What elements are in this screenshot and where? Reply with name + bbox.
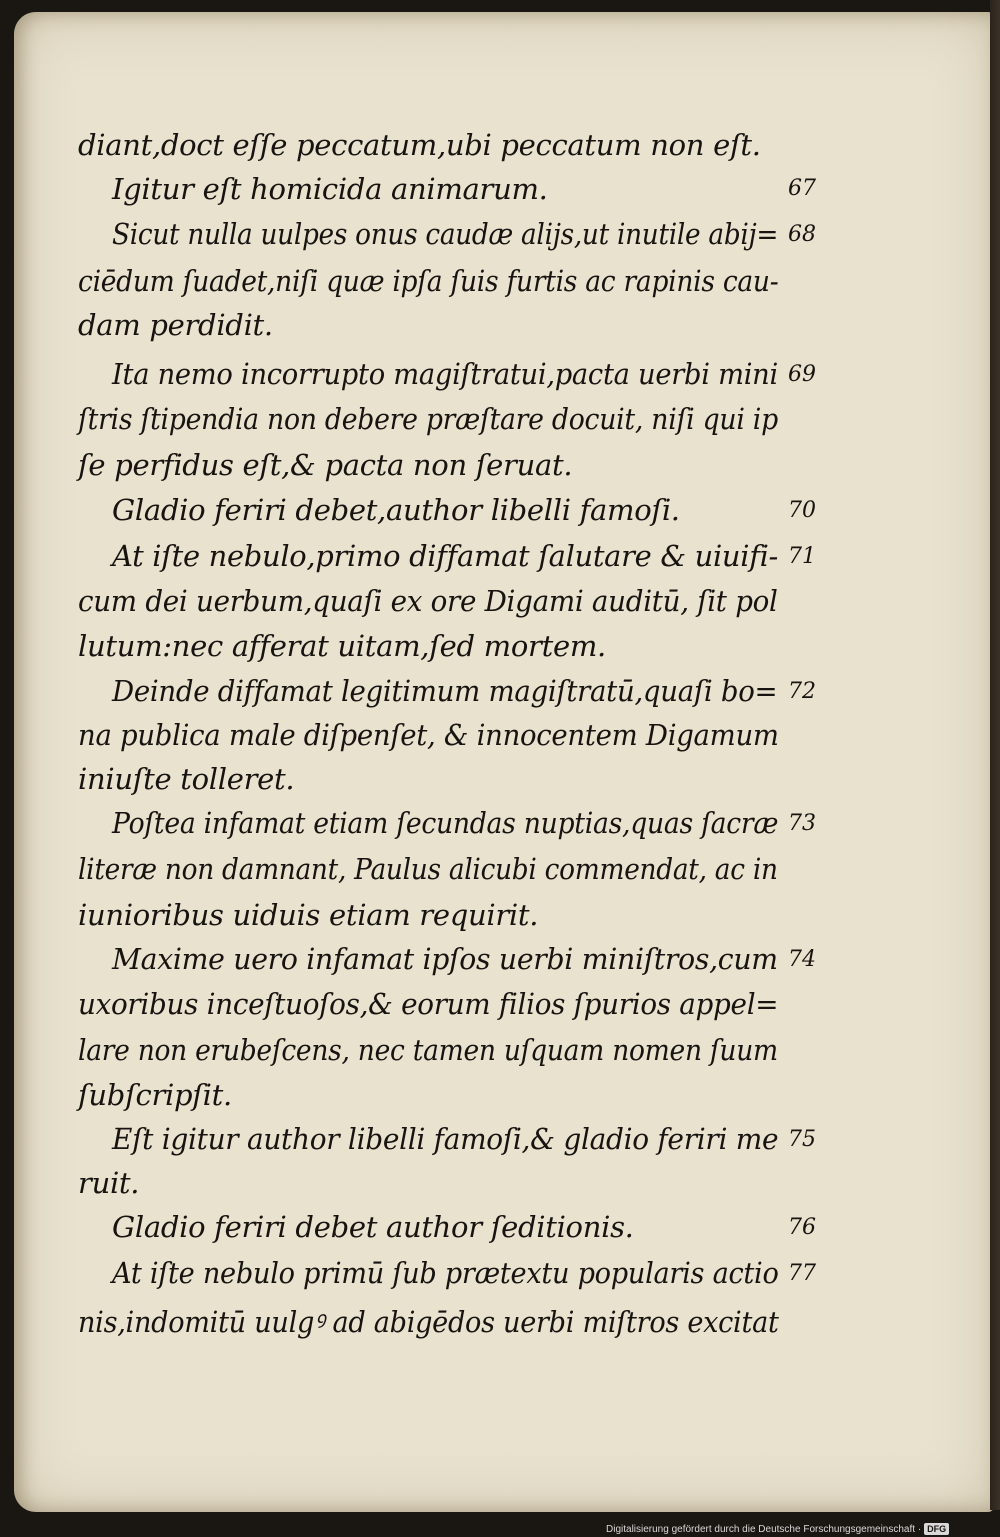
margin-number: 75 bbox=[788, 1127, 816, 1152]
text-line: Gladio feriri debet,author libelli famoſi. bbox=[112, 493, 680, 527]
text-line: Sicut nulla uulpes onus caudæ alijs,ut inutile abij= bbox=[112, 217, 779, 251]
text-line: ciēdum ſuadet,niſi quæ ipſa ſuis furtis ac rapinis cau- bbox=[78, 264, 779, 298]
dfg-logo: DFG bbox=[924, 1523, 949, 1535]
text-line: iniuſte tolleret. bbox=[78, 762, 295, 796]
digitization-credit bbox=[606, 1522, 949, 1536]
margin-number: 69 bbox=[788, 362, 816, 387]
text-line: At iſte nebulo primū ſub prætextu popularis actio bbox=[112, 1256, 779, 1290]
text-line: ſtris ſtipendia non debere præſtare docuit, niſi qui ip bbox=[78, 402, 778, 436]
text-line: na publica male diſpenſet, & innocentem Digamum bbox=[78, 718, 779, 752]
text-line: Igitur eſt homicida animarum. bbox=[112, 172, 548, 206]
text-line: Deinde diffamat legitimum magiſtratū,quaſi bo= bbox=[112, 674, 778, 708]
text-line: Ita nemo incorrupto magiſtratui,pacta uerbi mini bbox=[112, 357, 778, 391]
margin-number: 73 bbox=[788, 811, 816, 836]
text-line: Gladio feriri debet author ſeditionis. bbox=[112, 1210, 634, 1244]
text-line: dam perdidit. bbox=[78, 308, 273, 342]
text-line: Eſt igitur author libelli famoſi,& gladio feriri me bbox=[112, 1122, 779, 1156]
text-line: diant,doct eſſe peccatum,ubi peccatum non eſt. bbox=[78, 128, 761, 162]
text-line: iunioribus uiduis etiam requirit. bbox=[78, 898, 539, 932]
text-line: At iſte nebulo,primo diffamat ſalutare & uiuifi- bbox=[112, 539, 779, 573]
text-line: cum dei uerbum,quaſi ex ore Digami auditū, ſit pol bbox=[78, 584, 778, 618]
margin-number: 76 bbox=[788, 1215, 816, 1240]
text-line: ſe perfidus eſt,& pacta non ſeruat. bbox=[78, 448, 573, 482]
text-line: Poſtea infamat etiam ſecundas nuptias,quas ſacræ bbox=[112, 806, 779, 840]
margin-number: 71 bbox=[788, 544, 816, 569]
text-line: ruit. bbox=[78, 1166, 140, 1200]
margin-number: 70 bbox=[788, 498, 816, 523]
margin-number: 67 bbox=[788, 176, 816, 201]
text-line: lare non erubeſcens, nec tamen uſquam nomen ſuum bbox=[78, 1033, 778, 1067]
margin-number: 72 bbox=[788, 679, 816, 704]
text-line: uxoribus inceſtuoſos,& eorum filios ſpurios appel= bbox=[78, 987, 779, 1021]
text-line: nis,indomitū uulgꝰ ad abigēdos uerbi miſtros excitat bbox=[78, 1305, 779, 1339]
credit-text: Digitalisierung gefördert durch die Deutsche Forschungsgemeinschaft · bbox=[606, 1523, 922, 1535]
text-line: lutum:nec afferat uitam,ſed mortem. bbox=[78, 629, 606, 663]
margin-number: 74 bbox=[788, 947, 816, 972]
text-line: literæ non damnant, Paulus alicubi commendat, ac in bbox=[78, 852, 778, 886]
margin-number: 68 bbox=[788, 222, 816, 247]
margin-number: 77 bbox=[788, 1261, 816, 1286]
text-line: ſubſcripſit. bbox=[78, 1078, 232, 1112]
text-line: Maxime uero infamat ipſos uerbi miniſtros,cum bbox=[112, 942, 778, 976]
